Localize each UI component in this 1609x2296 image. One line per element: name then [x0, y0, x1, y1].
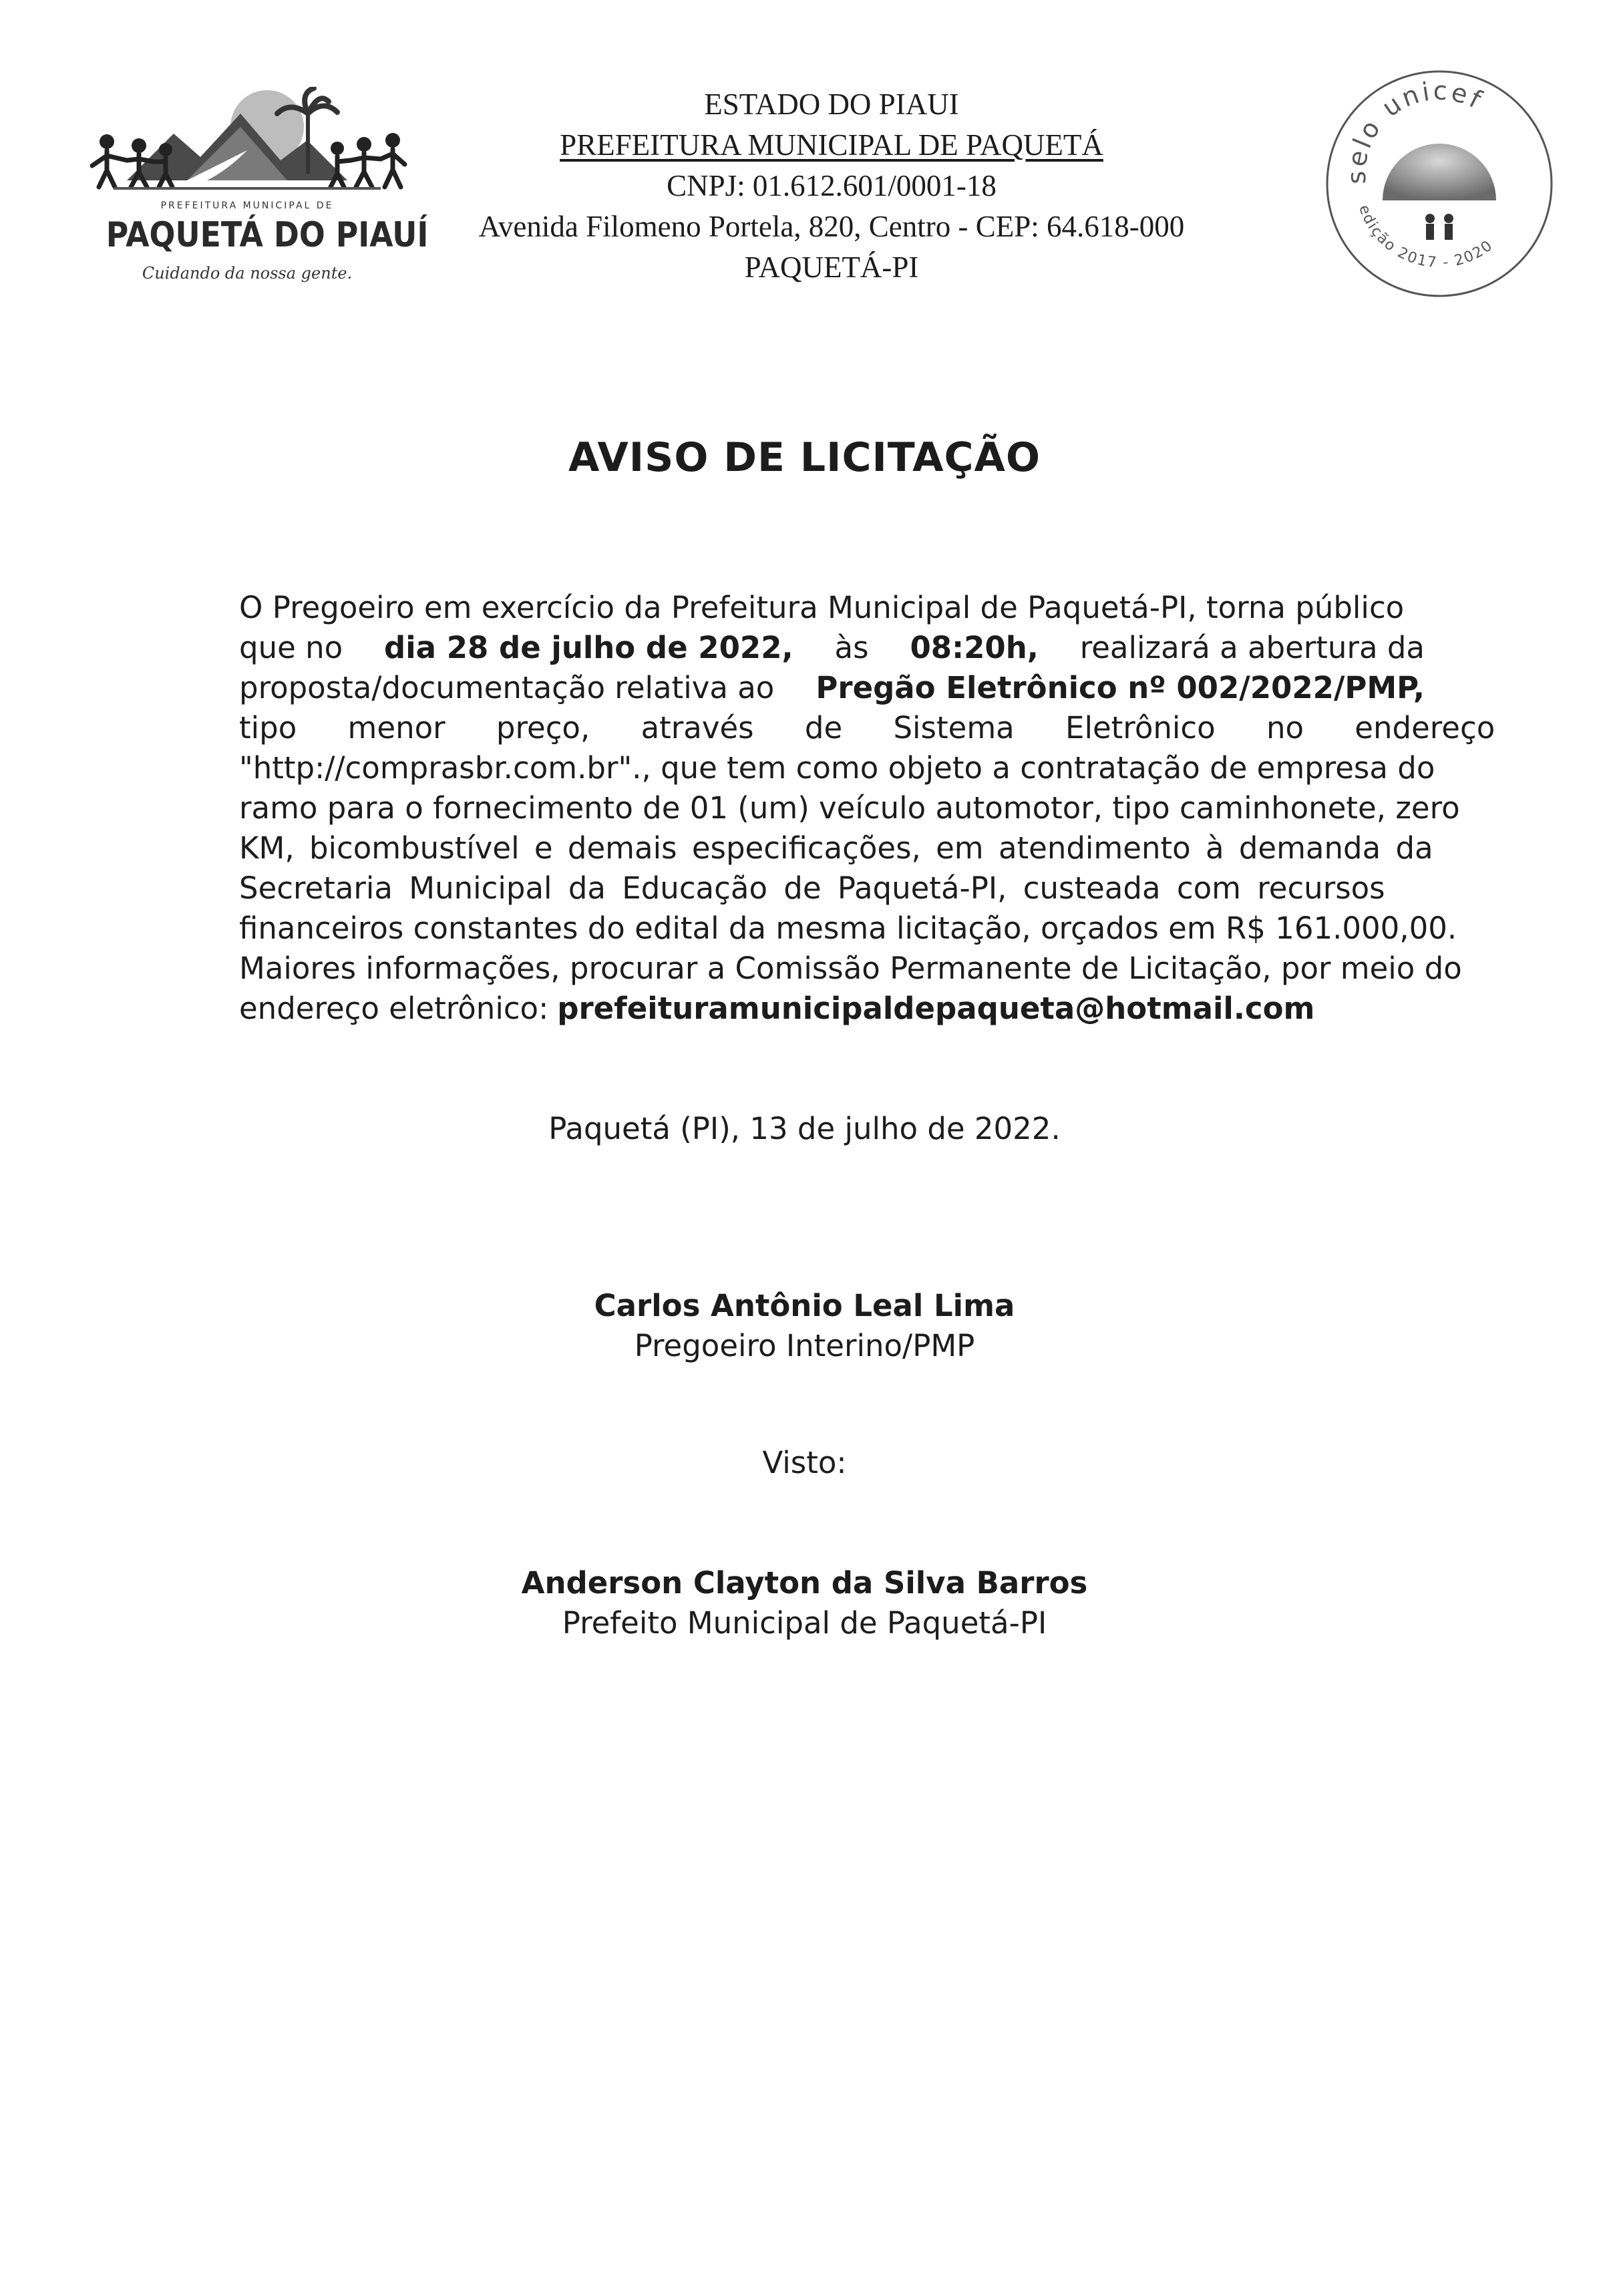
paragraph-line	[239, 788, 1460, 828]
signer2-name: Anderson Clayton da Silva Barros	[521, 1565, 1088, 1601]
mountains-people-icon	[87, 87, 407, 207]
municipal-logo	[87, 87, 429, 301]
line-text: às	[834, 630, 869, 665]
paragraph-line	[239, 989, 1425, 1029]
paragraph-line	[239, 748, 1435, 788]
header-city: PAQUETÁ-PI	[744, 251, 919, 284]
line-text: endereço eletrônico:	[239, 991, 549, 1026]
svg-text:edição 2017 - 2020	[1355, 203, 1496, 272]
notice-title: AVISO DE LICITAÇÃO	[568, 434, 1041, 481]
logo-small-text: PREFEITURA MUNICIPAL DE	[160, 200, 334, 211]
logo-slogan: Cuidando da nossa gente.	[142, 264, 353, 283]
line-text: que no	[239, 630, 343, 665]
line-text: realizará a abertura da	[1079, 630, 1425, 665]
auction-number: Pregão Eletrônico nº 002/2022/PMP,	[816, 670, 1425, 705]
seal-top-text: selo unicef	[1341, 75, 1489, 185]
line-text: tipo menor preço, através de Sistema Eletrônico no endereço	[239, 710, 1495, 746]
contact-email: prefeituramunicipaldepaqueta@hotmail.com	[557, 991, 1315, 1026]
line-text: O Pregoeiro em exercício da Prefeitura Municipal de Paquetá-PI, torna público	[239, 590, 1405, 625]
line-text: financeiros constantes do edital da mesma licitação, orçados em R$ 161.000,00.	[239, 911, 1457, 946]
header-address: Avenida Filomeno Portela, 820, Centro - CEP: 64.618-000	[478, 210, 1185, 243]
unicef-seal-icon	[1319, 63, 1560, 304]
paragraph-line	[239, 708, 1495, 748]
notice-paragraph	[239, 588, 1495, 1029]
session-time: 08:20h,	[910, 630, 1039, 665]
session-date: dia 28 de julho de 2022,	[384, 630, 793, 665]
paragraph-line	[239, 828, 1433, 868]
line-text: proposta/documentação relativa ao	[239, 670, 775, 705]
paragraph-line	[239, 668, 1425, 708]
unicef-seal	[1319, 63, 1560, 304]
paragraph-line	[239, 588, 1425, 628]
line-text: ramo para o fornecimento de 01 (um) veículo automotor, tipo caminhonete, zero	[239, 790, 1460, 826]
line-text: Secretaria Municipal da Educação de Paquetá-PI, custeada com recursos	[239, 870, 1385, 906]
visto-label: Visto:	[762, 1445, 847, 1480]
signer2-role: Prefeito Municipal de Paquetá-PI	[562, 1605, 1047, 1641]
header-cnpj: CNPJ: 01.612.601/0001-18	[667, 169, 997, 202]
line-text: "http://comprasbr.com.br"., que tem como objeto a contratação de empresa do	[239, 750, 1435, 786]
logo-city-name: PAQUETÁ DO PIAUÍ	[106, 215, 429, 255]
line-text: Maiores informações, procurar a Comissão Permanente de Licitação, por meio do	[239, 951, 1462, 986]
date-line: Paquetá (PI), 13 de julho de 2022.	[548, 1111, 1061, 1146]
paragraph-line	[239, 949, 1462, 989]
paragraph-line	[239, 628, 1425, 668]
paragraph-line	[239, 868, 1425, 909]
letterhead	[427, 84, 1236, 288]
seal-bottom-text: edição 2017 - 2020	[1355, 202, 1497, 272]
header-prefecture: PREFEITURA MUNICIPAL DE PAQUETÁ	[560, 128, 1103, 162]
signer1-name: Carlos Antônio Leal Lima	[594, 1288, 1015, 1323]
paragraph-line	[239, 909, 1457, 949]
signer1-role: Pregoeiro Interino/PMP	[634, 1328, 975, 1363]
header-state: ESTADO DO PIAUI	[704, 88, 959, 121]
line-text: KM, bicombustível e demais especificações, em atendimento à demanda da	[239, 830, 1433, 866]
